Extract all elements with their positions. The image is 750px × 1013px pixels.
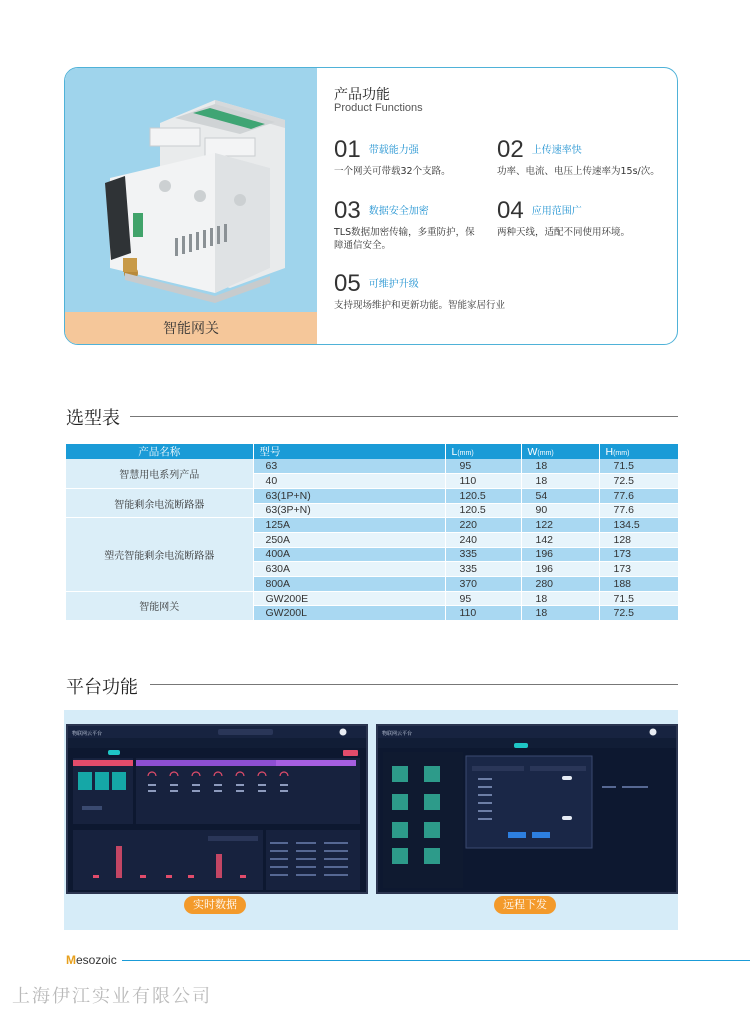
- feature-title: 可维护升级: [368, 279, 419, 290]
- feature-description: 两种天线，适配不同使用环境。: [497, 227, 631, 238]
- functions-title: 产品功能: [334, 87, 390, 103]
- company-name: 上海伊江实业有限公司: [12, 986, 212, 1007]
- header-w: W(mm): [521, 444, 599, 459]
- svg-text:物联网云平台: 物联网云平台: [382, 731, 413, 737]
- table-row: 250A 240 142 128: [66, 532, 678, 547]
- selection-divider: [130, 416, 678, 417]
- product-image-panel: [65, 68, 317, 345]
- table-row: GW200L 110 18 72.5: [66, 606, 678, 621]
- group-name: 塑壳智能剩余电流断路器: [66, 518, 253, 591]
- platform-title: 平台功能: [66, 677, 138, 698]
- feature-title: 应用范围广: [531, 206, 582, 217]
- table-row: 40 110 18 72.5: [66, 474, 678, 489]
- remote-dispatch-graphic: [378, 726, 676, 892]
- svg-text:物联网云平台: 物联网云平台: [72, 731, 103, 737]
- table-row: 630A 335 196 173: [66, 562, 678, 577]
- table-row: 800A 370 280 188: [66, 577, 678, 592]
- group-name: 智慧用电系列产品: [66, 459, 253, 488]
- table-header-row: [66, 444, 678, 459]
- feature-number: 05: [334, 270, 361, 297]
- header-name: 产品名称: [66, 444, 253, 459]
- feature-02: [497, 136, 675, 178]
- gateway-device-image: [65, 68, 317, 318]
- feature-number: 02: [497, 136, 524, 163]
- feature-description: 支持现场维护和更新功能。智能家居行业: [334, 300, 506, 311]
- header-l: L(mm): [445, 444, 521, 459]
- feature-03: [334, 197, 484, 252]
- selection-title: 选型表: [66, 408, 120, 429]
- table-row: 400A 335 196 173: [66, 547, 678, 562]
- remote-dispatch-screenshot: [376, 724, 678, 894]
- table-row: 63(3P+N) 120.5 90 77.6: [66, 503, 678, 518]
- feature-number: 01: [334, 136, 361, 163]
- header-model: 型号: [253, 444, 445, 459]
- table-row: 智慧用电系列产品 63 95 18 71.5: [66, 459, 678, 474]
- feature-number: 03: [334, 197, 361, 224]
- feature-description: TLS数据加密传输，多重防护，保障通信安全。: [334, 227, 475, 251]
- feature-title: 带载能力强: [368, 145, 419, 156]
- realtime-dashboard-graphic: [68, 726, 366, 892]
- feature-title: 数据安全加密: [368, 206, 429, 217]
- feature-05: [334, 270, 634, 312]
- feature-number: 04: [497, 197, 524, 224]
- feature-description: 一个网关可带载32个支路。: [334, 166, 451, 177]
- remote-dispatch-button[interactable]: 远程下发: [494, 896, 556, 914]
- product-caption: 智能网关: [65, 312, 317, 345]
- platform-divider: [150, 684, 678, 685]
- product-card: [64, 67, 678, 345]
- selection-table: [66, 444, 679, 621]
- footer-divider: [122, 960, 750, 961]
- feature-title: 上传速率快: [531, 145, 582, 156]
- feature-description: 功率、电流、电压上传速率为15s/次。: [497, 166, 660, 177]
- brand-logo: Mesozoic: [66, 953, 117, 967]
- group-name: 智能剩余电流断路器: [66, 488, 253, 517]
- group-name: 智能网关: [66, 591, 253, 620]
- header-h: H(mm): [599, 444, 678, 459]
- feature-04: [497, 197, 675, 239]
- feature-01: [334, 136, 489, 178]
- table-row: 塑壳智能剩余电流断路器 125A 220 122 134.5: [66, 518, 678, 533]
- product-functions: [331, 68, 677, 345]
- realtime-data-button[interactable]: 实时数据: [184, 896, 246, 914]
- realtime-data-screenshot: [66, 724, 368, 894]
- platform-panel: [64, 710, 678, 930]
- table-row: 智能网关 GW200E 95 18 71.5: [66, 591, 678, 606]
- table-row: 智能剩余电流断路器 63(1P+N) 120.5 54 77.6: [66, 488, 678, 503]
- functions-subtitle: Product Functions: [334, 102, 423, 114]
